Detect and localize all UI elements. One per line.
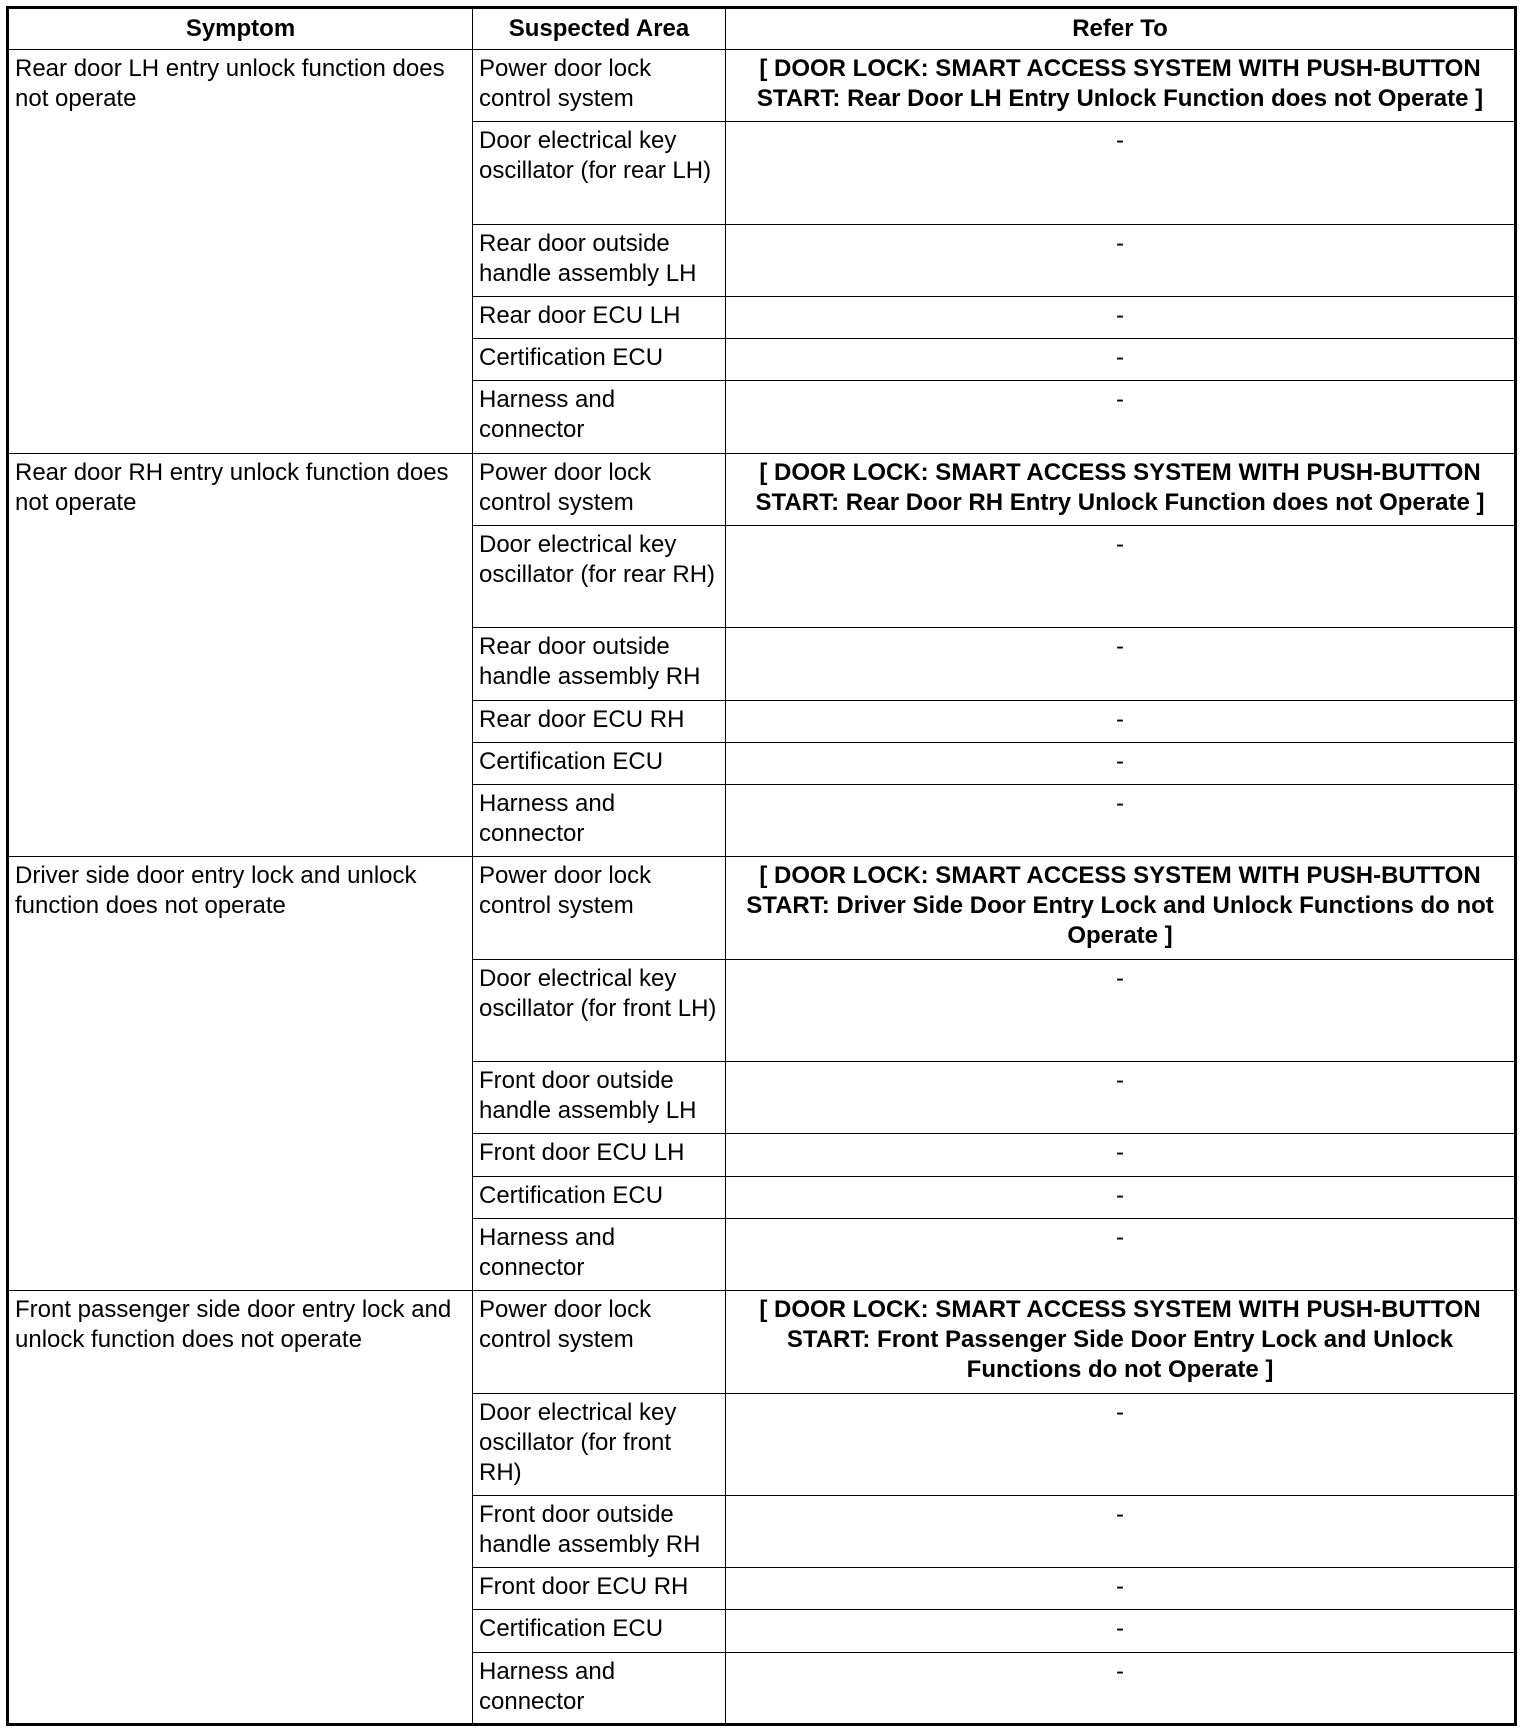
- refer-to-cell: -: [726, 1393, 1516, 1495]
- suspected-area-cell: Front door ECU RH: [473, 1568, 726, 1610]
- refer-to-cell: -: [726, 1218, 1516, 1290]
- refer-to-link[interactable]: [ DOOR LOCK: SMART ACCESS SYSTEM WITH PUSH-BUTTON START: Rear Door RH Entry Unlock Function does not Operate ]: [726, 453, 1516, 525]
- suspected-area-cell: Harness and connector: [473, 381, 726, 453]
- column-header-suspected-area: Suspected Area: [473, 8, 726, 50]
- symptom-cell: Front passenger side door entry lock and unlock function does not operate: [8, 1291, 473, 1725]
- refer-to-cell: -: [726, 224, 1516, 296]
- refer-to-cell: -: [726, 1652, 1516, 1724]
- suspected-area-cell: Certification ECU: [473, 339, 726, 381]
- refer-to-cell: -: [726, 297, 1516, 339]
- table-header-row: [8, 8, 1516, 50]
- suspected-area-cell: Harness and connector: [473, 1218, 726, 1290]
- suspected-area-cell: Rear door ECU RH: [473, 700, 726, 742]
- column-header-symptom: Symptom: [8, 8, 473, 50]
- refer-to-link[interactable]: [ DOOR LOCK: SMART ACCESS SYSTEM WITH PUSH-BUTTON START: Front Passenger Side Door Entry Lock and Unlock Functions do not Operate ]: [726, 1291, 1516, 1393]
- suspected-area-cell: Rear door outside handle assembly RH: [473, 628, 726, 700]
- suspected-area-cell: Rear door outside handle assembly LH: [473, 224, 726, 296]
- table-row: [8, 857, 1516, 959]
- table-row: [8, 1291, 1516, 1393]
- refer-to-cell: -: [726, 959, 1516, 1061]
- suspected-area-cell: Harness and connector: [473, 1652, 726, 1724]
- symptom-cell: Rear door RH entry unlock function does not operate: [8, 453, 473, 857]
- symptom-cell: Driver side door entry lock and unlock function does not operate: [8, 857, 473, 1291]
- refer-to-cell: -: [726, 1495, 1516, 1567]
- table-row: [8, 453, 1516, 525]
- suspected-area-cell: Certification ECU: [473, 742, 726, 784]
- suspected-area-cell: Door electrical key oscillator (for rear RH): [473, 525, 726, 627]
- suspected-area-cell: Door electrical key oscillator (for rear LH): [473, 122, 726, 224]
- symptom-table: [6, 6, 1517, 1726]
- refer-to-cell: -: [726, 628, 1516, 700]
- suspected-area-cell: Power door lock control system: [473, 50, 726, 122]
- refer-to-cell: -: [726, 1176, 1516, 1218]
- refer-to-cell: -: [726, 742, 1516, 784]
- suspected-area-cell: Harness and connector: [473, 785, 726, 857]
- refer-to-cell: -: [726, 381, 1516, 453]
- refer-to-cell: -: [726, 1568, 1516, 1610]
- suspected-area-cell: Certification ECU: [473, 1610, 726, 1652]
- column-header-refer-to: Refer To: [726, 8, 1516, 50]
- refer-to-cell: -: [726, 785, 1516, 857]
- document-page: [6, 6, 1514, 1726]
- refer-to-cell: -: [726, 1134, 1516, 1176]
- refer-to-cell: -: [726, 122, 1516, 224]
- symptom-cell: Rear door LH entry unlock function does not operate: [8, 50, 473, 454]
- refer-to-link[interactable]: [ DOOR LOCK: SMART ACCESS SYSTEM WITH PUSH-BUTTON START: Driver Side Door Entry Lock and Unlock Functions do not Operate ]: [726, 857, 1516, 959]
- suspected-area-cell: Power door lock control system: [473, 1291, 726, 1393]
- suspected-area-cell: Front door outside handle assembly LH: [473, 1062, 726, 1134]
- suspected-area-cell: Certification ECU: [473, 1176, 726, 1218]
- suspected-area-cell: Rear door ECU LH: [473, 297, 726, 339]
- refer-to-cell: -: [726, 1610, 1516, 1652]
- suspected-area-cell: Power door lock control system: [473, 453, 726, 525]
- suspected-area-cell: Door electrical key oscillator (for front RH): [473, 1393, 726, 1495]
- refer-to-cell: -: [726, 525, 1516, 627]
- suspected-area-cell: Power door lock control system: [473, 857, 726, 959]
- refer-to-cell: -: [726, 339, 1516, 381]
- refer-to-link[interactable]: [ DOOR LOCK: SMART ACCESS SYSTEM WITH PUSH-BUTTON START: Rear Door LH Entry Unlock Function does not Operate ]: [726, 50, 1516, 122]
- suspected-area-cell: Front door outside handle assembly RH: [473, 1495, 726, 1567]
- table-row: [8, 50, 1516, 122]
- refer-to-cell: -: [726, 700, 1516, 742]
- suspected-area-cell: Door electrical key oscillator (for front LH): [473, 959, 726, 1061]
- suspected-area-cell: Front door ECU LH: [473, 1134, 726, 1176]
- refer-to-cell: -: [726, 1062, 1516, 1134]
